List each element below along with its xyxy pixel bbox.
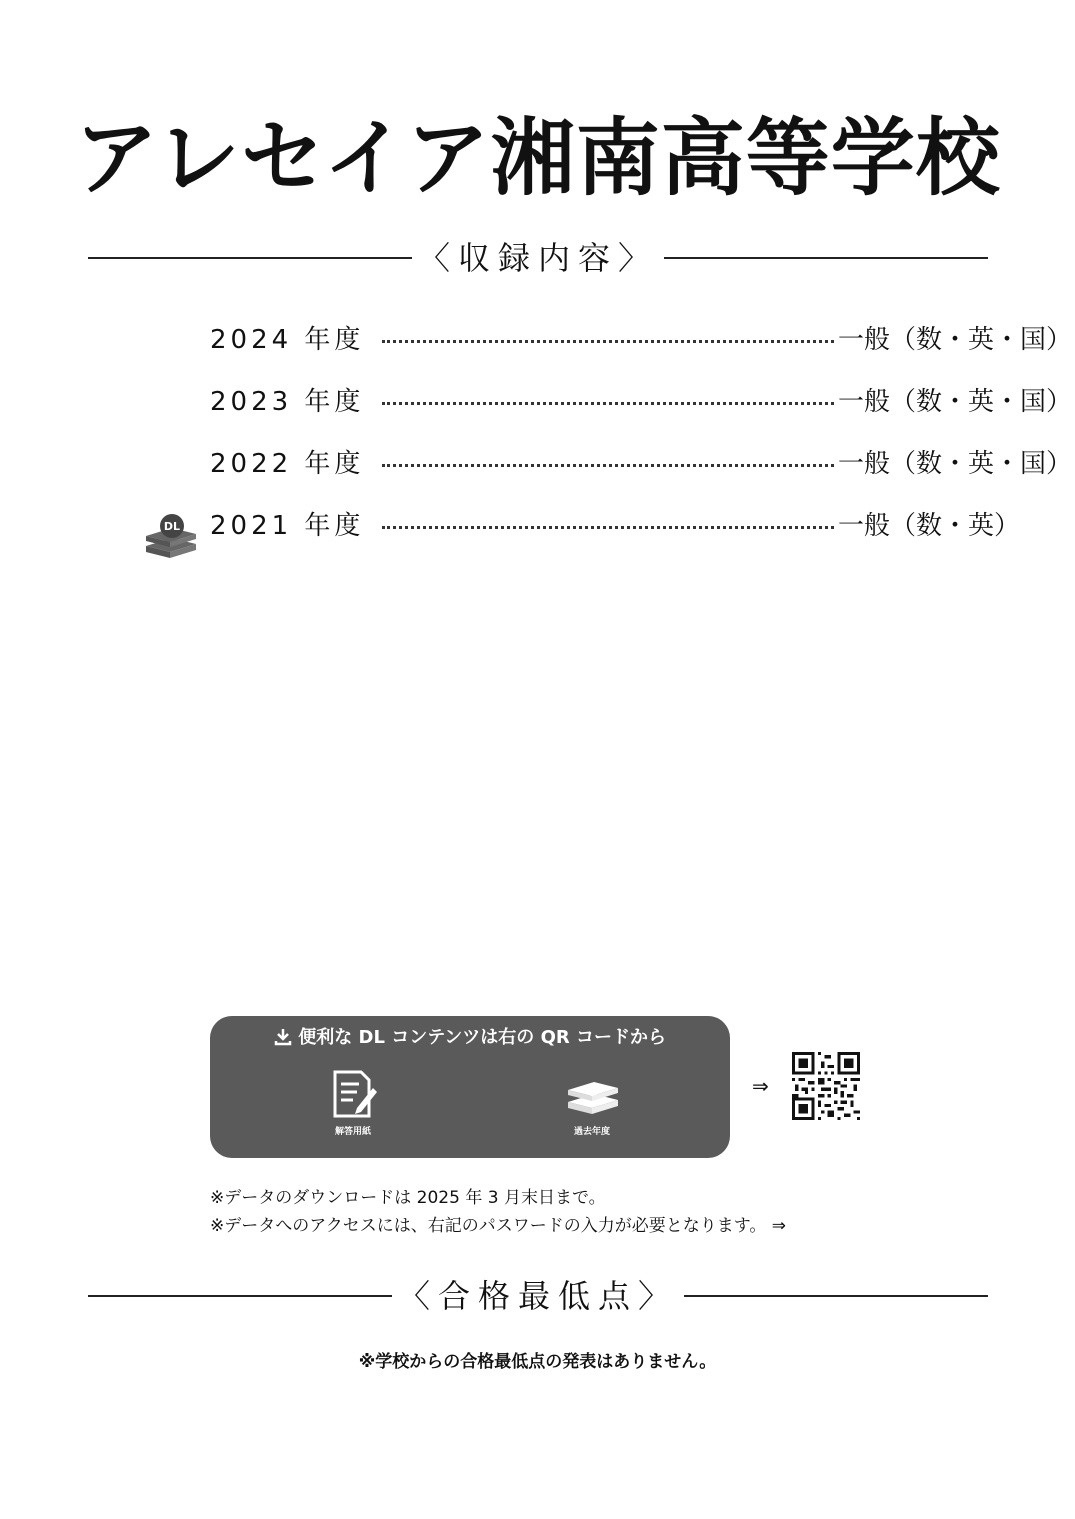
toc-row-2021 [210,508,1021,544]
dl-books-icon [142,512,200,562]
books-icon [562,1068,622,1122]
contents-heading-label: 〈収録内容〉 [412,239,664,277]
school-title: アレセイア湘南高等学校 [74,109,1001,207]
toc-year: 2022 年度 [210,449,365,479]
toc-leader [382,464,834,467]
min-score-note: ※学校からの合格最低点の発表はありません。 [358,1352,717,1372]
qr-arrow: ⇒ [752,1074,769,1098]
notes [210,1184,786,1240]
min-score-heading [88,1276,988,1316]
toc-year: 2023 年度 [210,387,365,417]
dl-item-caption: 過去年度 [573,1127,610,1137]
min-score-heading-label: 〈合格最低点〉 [392,1277,684,1315]
toc-desc: 一般（数・英・国） [838,325,1073,355]
toc-leader [382,402,834,405]
toc-row-2022 [210,446,1073,482]
download-icon [274,1027,298,1048]
note-password: ※データへのアクセスには、右記のパスワードの入力が必要となります。 ⇒ [210,1216,787,1236]
dl-box-heading: 便利な DL コンテンツは右の QR コードから [298,1027,667,1048]
toc-desc: 一般（数・英・国） [838,449,1073,479]
toc-leader [382,340,834,343]
dl-item-past-years[interactable] [532,1068,652,1137]
dl-item-answer-sheet[interactable] [293,1068,413,1137]
dl-item-caption: 解答用紙 [334,1127,371,1137]
answer-sheet-icon [327,1068,379,1122]
toc-row-2024 [210,322,1073,358]
toc-leader [382,526,834,529]
toc-year: 2024 年度 [210,325,365,355]
dl-badge-text: DL [163,520,181,533]
contents-heading [88,238,988,278]
toc-desc: 一般（数・英） [838,511,1021,541]
note-download-deadline: ※データのダウンロードは 2025 年 3 月末日まで。 [210,1188,606,1208]
dl-content-box [210,1016,730,1158]
toc-year: 2021 年度 [210,511,365,541]
toc-row-2023 [210,384,1073,420]
toc-desc: 一般（数・英・国） [838,387,1073,417]
qr-code[interactable] [792,1052,860,1120]
